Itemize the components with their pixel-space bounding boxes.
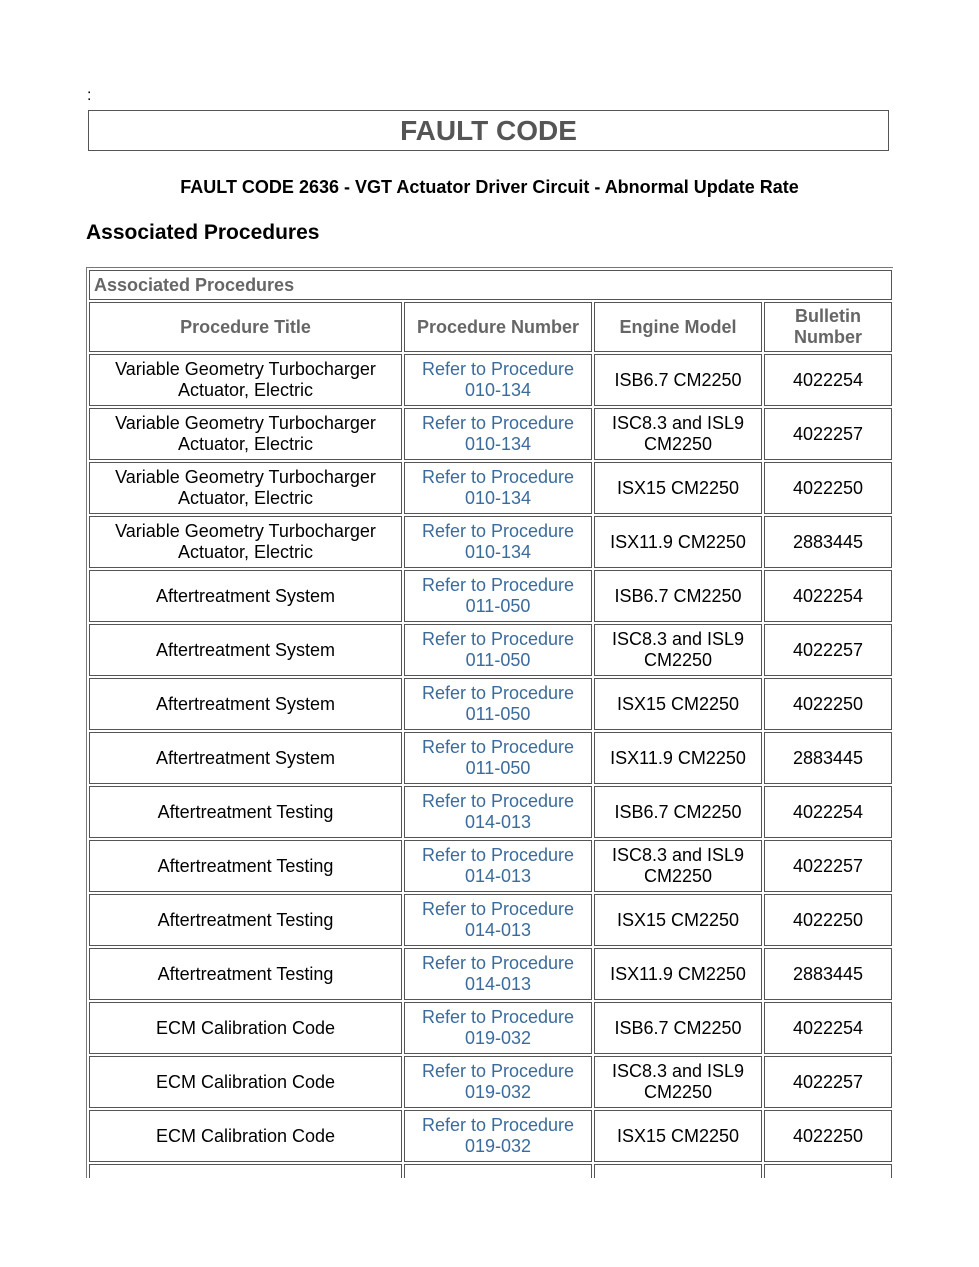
procedure-title-cell: Variable Geometry Turbocharger Actuator, Electric [89,516,402,568]
procedure-link[interactable]: Refer to Procedure 011-050 [421,683,575,724]
procedure-link[interactable]: Refer to Procedure 019-032 [421,1115,575,1156]
procedure-number-cell [404,1002,592,1054]
table-header-row [89,302,892,352]
engine-model-cell: ISB6.7 CM2250 [594,1002,762,1054]
procedure-title-cell: ECM Calibration Code [89,1056,402,1108]
procedure-number-cell [404,1110,592,1162]
engine-model-cell: ISX15 CM2250 [594,894,762,946]
table-row [89,1110,892,1162]
engine-model-cell: ISC8.3 and ISL9 CM2250 [594,1056,762,1108]
engine-model-cell: ISB6.7 CM2250 [594,786,762,838]
table-row [89,1056,892,1108]
bulletin-number-cell: 4022250 [764,894,892,946]
procedure-number-cell [404,786,592,838]
engine-model-cell: ISC8.3 and ISL9 CM2250 [594,624,762,676]
column-header-procedure-title: Procedure Title [89,302,402,352]
table-row [89,894,892,946]
table-row [89,462,892,514]
bulletin-number-cell: 4022257 [764,840,892,892]
column-header-procedure-number: Procedure Number [404,302,592,352]
bulletin-number-cell [764,1164,892,1178]
table-row [89,624,892,676]
table-row [89,1002,892,1054]
table-body [89,354,892,1178]
procedure-number-cell [404,1056,592,1108]
procedure-link[interactable]: Refer to Procedure 011-050 [421,575,575,616]
bulletin-number-cell: 4022257 [764,624,892,676]
procedure-title-cell: Aftertreatment Testing [89,948,402,1000]
procedure-link[interactable]: Refer to Procedure 010-134 [421,359,575,400]
engine-model-cell: ISX15 CM2250 [594,678,762,730]
procedure-title-cell: Aftertreatment Testing [89,894,402,946]
procedure-title-cell: Aftertreatment Testing [89,840,402,892]
procedure-link[interactable]: Refer to Procedure 019-032 [421,1007,575,1048]
fault-code-subtitle: FAULT CODE 2636 - VGT Actuator Driver Circuit - Abnormal Update Rate [180,177,799,197]
bulletin-number-cell: 2883445 [764,732,892,784]
table-row [89,732,892,784]
section-heading: Associated Procedures [86,221,320,244]
bulletin-number-cell: 4022250 [764,678,892,730]
bulletin-number-cell: 4022250 [764,462,892,514]
procedure-number-cell [404,462,592,514]
bulletin-number-cell: 4022254 [764,354,892,406]
table-row [89,786,892,838]
procedure-link[interactable]: Refer to Procedure 010-134 [421,521,575,562]
engine-model-cell [594,1164,762,1178]
procedure-title-cell: Aftertreatment System [89,732,402,784]
procedure-title-cell: ECM Calibration Code [89,1002,402,1054]
table-row [89,1164,892,1178]
table-row [89,678,892,730]
bulletin-number-cell: 4022250 [764,1110,892,1162]
column-header-bulletin-number: Bulletin Number [764,302,892,352]
procedure-link[interactable]: Refer to Procedure 011-050 [421,629,575,670]
engine-model-cell: ISC8.3 and ISL9 CM2250 [594,840,762,892]
procedure-number-cell [404,840,592,892]
table-row [89,408,892,460]
procedure-number-cell [404,354,592,406]
procedure-title-cell: ECM Calibration Code [89,1110,402,1162]
bulletin-number-cell: 2883445 [764,516,892,568]
table-caption-row [89,270,892,300]
engine-model-cell: ISB6.7 CM2250 [594,570,762,622]
procedure-title-cell: Aftertreatment Testing [89,786,402,838]
procedure-link[interactable]: Refer to Procedure 014-013 [421,953,575,994]
bulletin-number-cell: 4022254 [764,570,892,622]
engine-model-cell: ISB6.7 CM2250 [594,354,762,406]
engine-model-cell: ISC8.3 and ISL9 CM2250 [594,408,762,460]
bulletin-number-cell: 4022254 [764,786,892,838]
table-row [89,354,892,406]
procedure-link[interactable]: Refer to Procedure 014-013 [421,899,575,940]
procedure-title-cell: Aftertreatment System [89,570,402,622]
procedure-link[interactable]: Refer to Procedure 014-013 [421,845,575,886]
table-row [89,840,892,892]
table-row [89,570,892,622]
procedure-number-cell [404,1164,592,1178]
procedure-number-cell [404,624,592,676]
procedure-link[interactable]: Refer to Procedure 019-032 [421,1061,575,1102]
procedure-link[interactable]: Refer to Procedure 014-013 [421,791,575,832]
engine-model-cell: ISX15 CM2250 [594,462,762,514]
procedure-title-cell: Aftertreatment System [89,678,402,730]
column-header-engine-model: Engine Model [594,302,762,352]
engine-model-cell: ISX11.9 CM2250 [594,516,762,568]
engine-model-cell: ISX11.9 CM2250 [594,732,762,784]
prefix-colon: : [87,87,92,104]
bulletin-number-cell: 2883445 [764,948,892,1000]
procedure-number-cell [404,732,592,784]
engine-model-cell: ISX11.9 CM2250 [594,948,762,1000]
page-title: FAULT CODE [88,110,889,151]
procedure-title-cell: Variable Geometry Turbocharger Actuator, Electric [89,462,402,514]
procedure-number-cell [404,570,592,622]
table-row [89,516,892,568]
bulletin-number-cell: 4022257 [764,1056,892,1108]
procedure-title-cell: Variable Geometry Turbocharger Actuator, Electric [89,408,402,460]
table-row [89,948,892,1000]
procedure-number-cell [404,894,592,946]
bulletin-number-cell: 4022257 [764,408,892,460]
procedure-title-cell: Aftertreatment System [89,624,402,676]
bulletin-number-cell: 4022254 [764,1002,892,1054]
procedure-title-cell [89,1164,402,1178]
procedure-link[interactable]: Refer to Procedure 010-134 [421,413,575,454]
procedure-link[interactable]: Refer to Procedure 011-050 [421,737,575,778]
procedure-title-cell: Variable Geometry Turbocharger Actuator, Electric [89,354,402,406]
procedure-number-cell [404,516,592,568]
procedure-number-cell [404,408,592,460]
procedures-table-container [86,267,893,1178]
procedure-number-cell [404,948,592,1000]
table-caption: Associated Procedures [89,270,892,300]
procedure-link[interactable]: Refer to Procedure 010-134 [421,467,575,508]
procedure-number-cell [404,678,592,730]
engine-model-cell: ISX15 CM2250 [594,1110,762,1162]
associated-procedures-table [86,267,893,1178]
